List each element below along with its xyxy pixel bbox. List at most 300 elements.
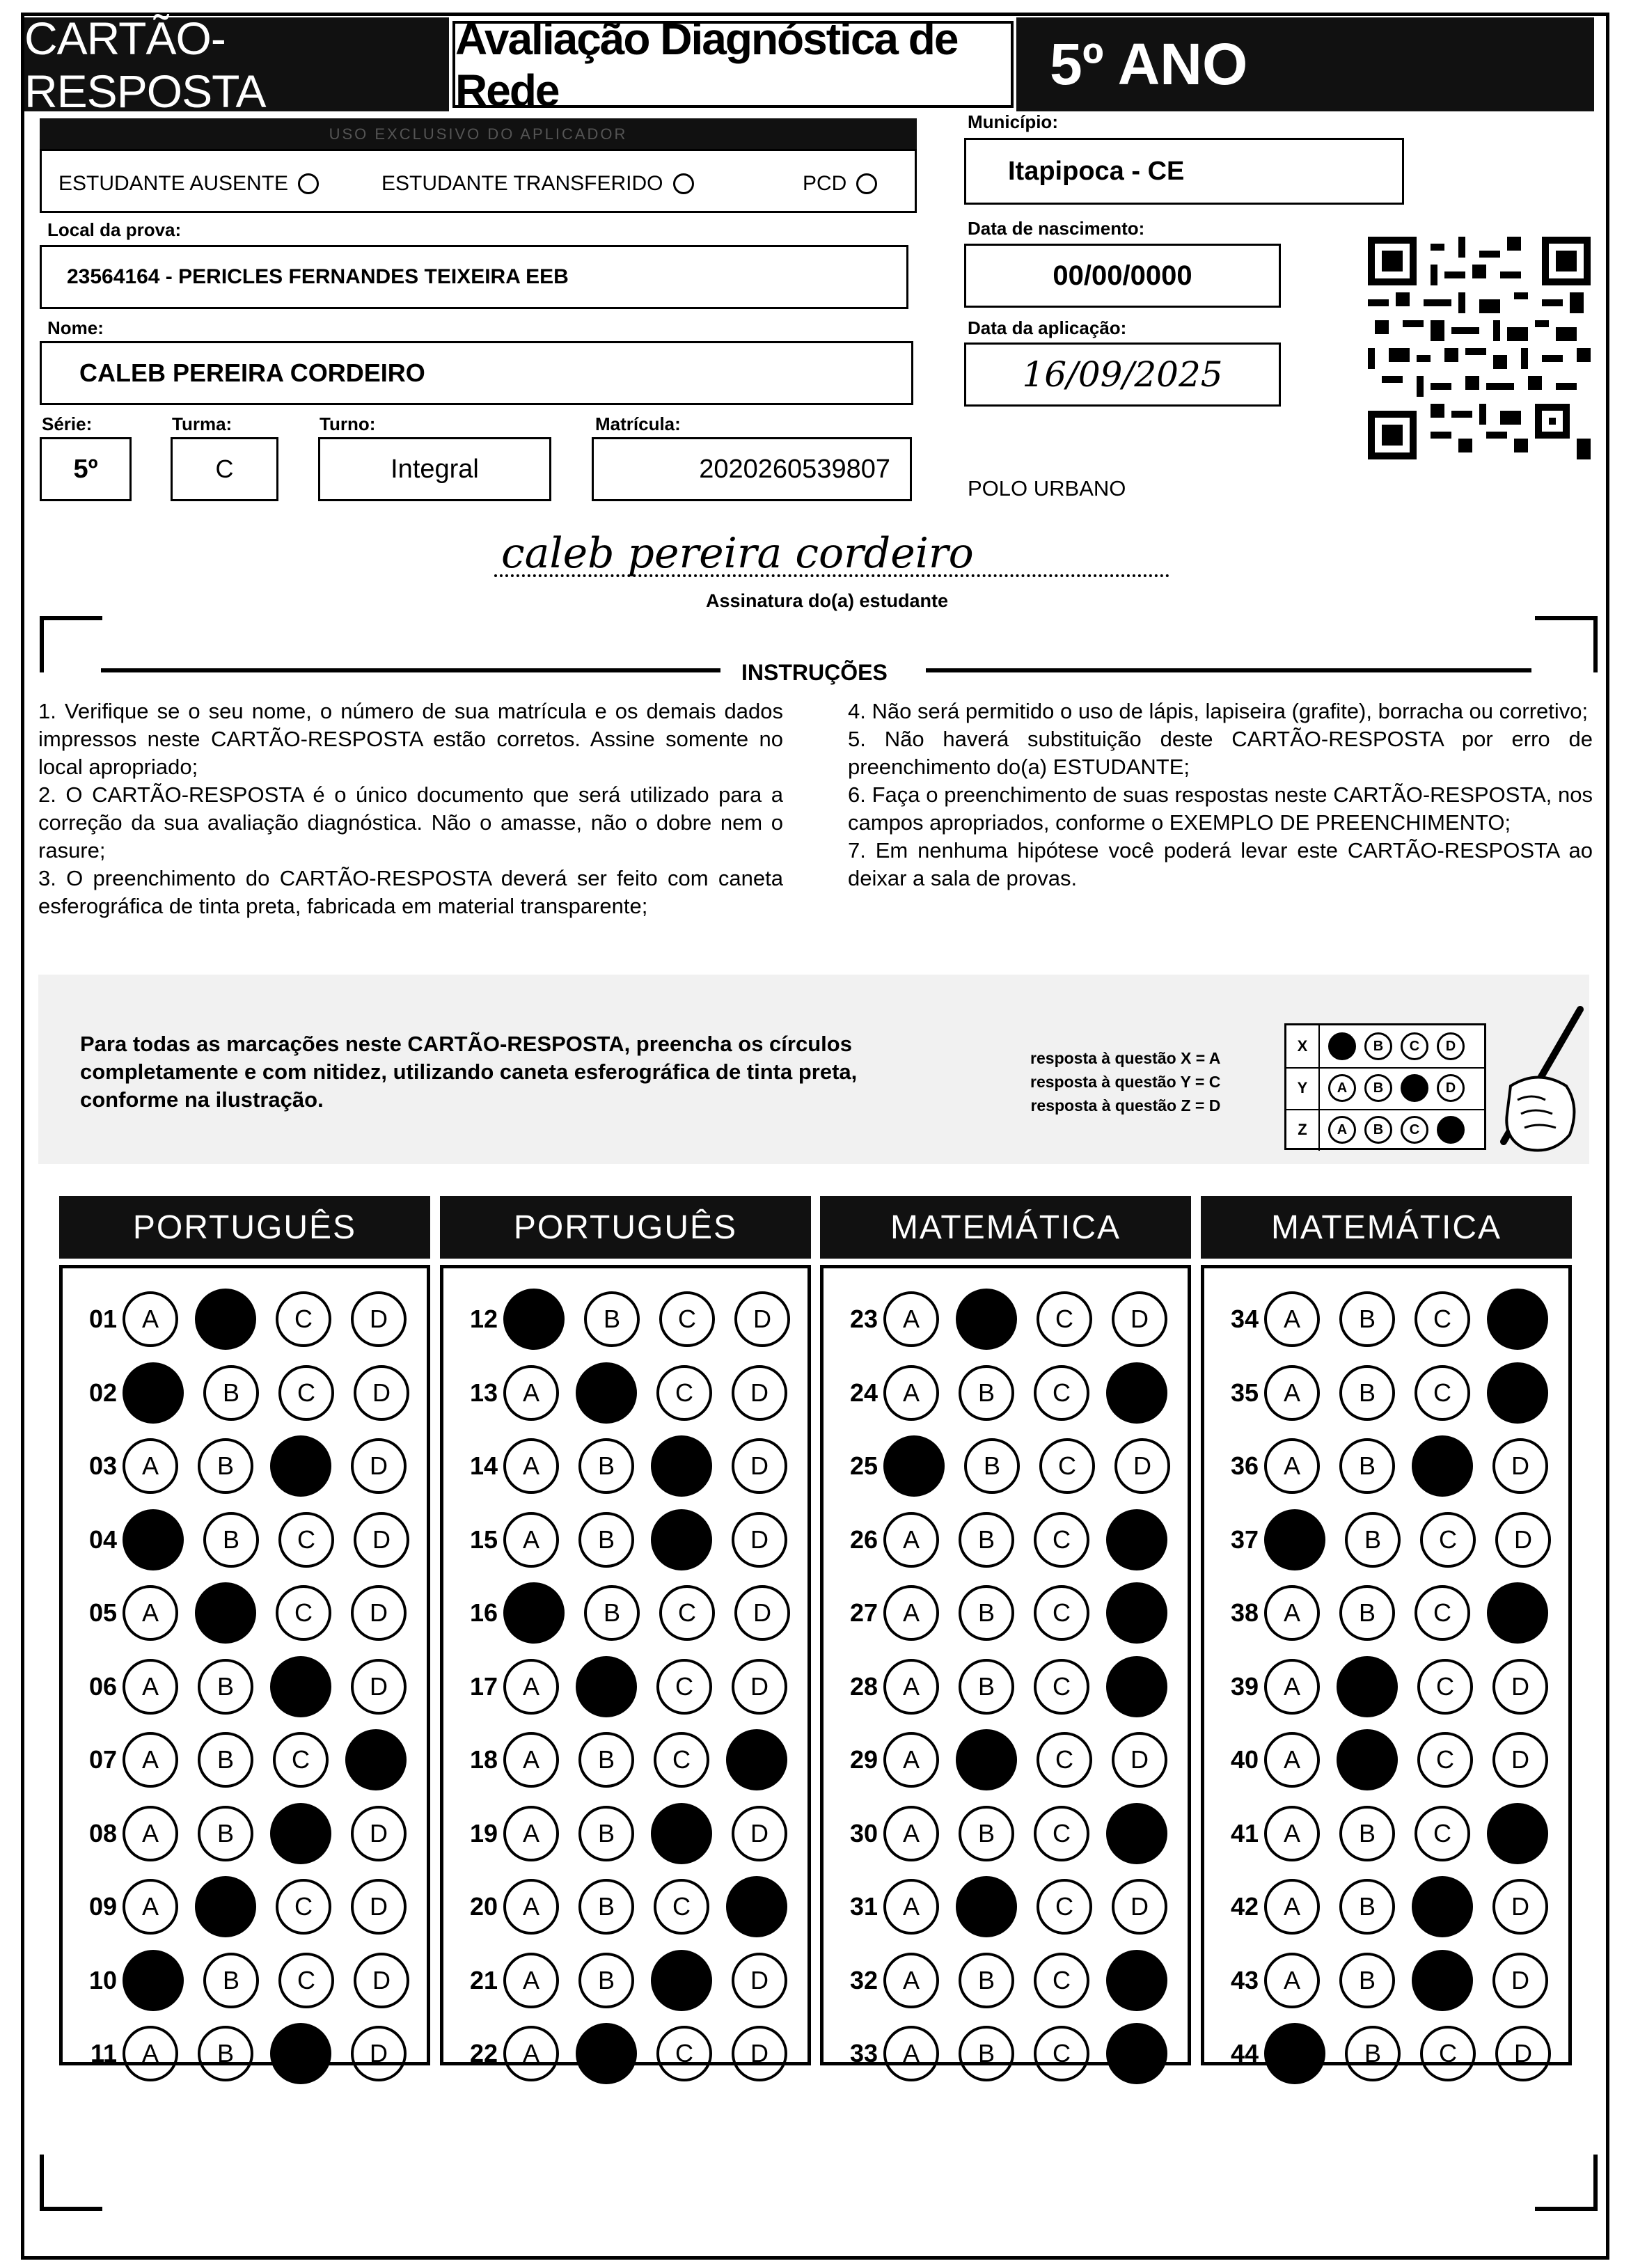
question-row (63, 1870, 427, 1944)
answer-section (820, 1265, 1191, 2068)
answer-bubble-a[interactable]: A (503, 1365, 559, 1421)
question-row (443, 1503, 807, 1577)
question-number: 31 (849, 1892, 878, 1921)
answer-bubble-c[interactable] (270, 1803, 331, 1864)
answer-bubble-c[interactable]: C (1415, 1291, 1470, 1347)
question-row (824, 1944, 1188, 2017)
answer-bubble-b[interactable]: B (203, 1365, 259, 1421)
answer-bubble-d[interactable] (1487, 1582, 1548, 1644)
answer-bubble-d[interactable]: D (732, 2026, 787, 2081)
section-title: PORTUGUÊS (440, 1196, 811, 1259)
instruction-item: 1. Verifique se o seu nome, o número de sua matrícula e os demais dados impressos neste CARTÃO-RESPOSTA estão corretos. Assine somente no local apropriado; (38, 699, 783, 779)
instructions-rule-left (101, 668, 720, 672)
answer-bubble-a[interactable]: A (883, 1879, 939, 1935)
aplicacao-field: 16/09/2025 (964, 342, 1281, 407)
answer-bubble-d[interactable] (345, 1729, 407, 1790)
answer-bubble-b[interactable]: B (198, 2026, 253, 2081)
question-number: 03 (88, 1451, 117, 1480)
instruction-item: 5. Não haverá substituição deste CARTÃO-RESPOSTA por erro de preenchimento do(a) ESTUDANTE; (848, 727, 1593, 779)
example-grid (1284, 1023, 1486, 1150)
example-key (1030, 1046, 1220, 1117)
answer-bubble-c[interactable]: C (276, 1585, 331, 1641)
answer-bubble-d[interactable]: D (1495, 2026, 1551, 2081)
answer-bubble-c[interactable]: C (1039, 1438, 1095, 1494)
answer-bubble-a[interactable]: A (1264, 1806, 1320, 1861)
instruction-item: 2. O CARTÃO-RESPOSTA é o único documento que será utilizado para a correção da sua avaliação diagnóstica. Não o amasse, não o dobre nem o rasure; (38, 782, 783, 863)
answer-bubble-c[interactable]: C (1034, 1953, 1089, 2008)
answer-bubble-a[interactable]: A (123, 1585, 178, 1641)
answer-bubble-b[interactable]: B (578, 1512, 634, 1568)
question-row (63, 1356, 427, 1430)
question-number: 42 (1230, 1892, 1259, 1921)
answer-bubble-a[interactable] (503, 1289, 565, 1350)
question-number: 35 (1230, 1378, 1259, 1407)
answer-bubble-a[interactable]: A (883, 1806, 939, 1861)
question-row (1204, 1650, 1568, 1724)
aplicacao-label: Data da aplicação: (968, 317, 1127, 338)
answer-bubble-b[interactable]: B (959, 1585, 1014, 1641)
answer-bubble-a[interactable]: A (123, 2026, 178, 2081)
answer-bubble-b[interactable]: B (959, 1953, 1014, 2008)
answer-bubble-a[interactable]: A (503, 2026, 559, 2081)
transferred-label: ESTUDANTE TRANSFERIDO (381, 172, 663, 195)
question-row (63, 1429, 427, 1503)
answer-bubble-a[interactable]: A (883, 1512, 939, 1568)
example-question-label: Z (1286, 1109, 1320, 1151)
answer-bubble-a[interactable]: A (883, 1953, 939, 2008)
answer-bubble-b[interactable] (195, 1876, 256, 1937)
answer-bubble-c[interactable]: C (1417, 1732, 1473, 1788)
answer-bubble-c[interactable]: C (659, 1291, 715, 1347)
answer-bubble-c[interactable] (1412, 1876, 1473, 1937)
answer-bubble-c[interactable]: C (1415, 1585, 1470, 1641)
nome-label: Nome: (47, 317, 104, 338)
answer-bubble-b[interactable]: B (203, 1953, 259, 2008)
answer-bubble-a[interactable]: A (503, 1732, 559, 1788)
answer-bubble-d[interactable] (726, 1876, 787, 1937)
pcd-option[interactable] (803, 172, 877, 196)
pen-hand-illustration (1490, 1002, 1587, 1163)
question-row (443, 1650, 807, 1724)
question-row (443, 1870, 807, 1944)
absent-option[interactable] (58, 172, 319, 196)
answer-bubble-d[interactable] (1106, 1582, 1167, 1644)
answer-bubble-d[interactable]: D (732, 1953, 787, 2008)
answer-bubble-b[interactable] (576, 1656, 637, 1717)
answer-bubble-a[interactable]: A (123, 1438, 178, 1494)
answer-bubble-b[interactable]: B (584, 1585, 640, 1641)
answer-bubble-a[interactable]: A (883, 1732, 939, 1788)
answer-bubble-d[interactable]: D (1492, 1659, 1548, 1715)
example-bubble-d: D (1437, 1074, 1465, 1102)
answer-bubble-a[interactable]: A (1264, 1732, 1320, 1788)
signature-label: Assinatura do(a) estudante (706, 590, 949, 611)
answer-bubble-a[interactable]: A (1264, 1585, 1320, 1641)
answer-bubble-c[interactable]: C (1034, 1659, 1089, 1715)
answer-bubble-a[interactable]: A (503, 1953, 559, 2008)
absent-label: ESTUDANTE AUSENTE (58, 172, 289, 195)
answer-bubble-a[interactable]: A (883, 1585, 939, 1641)
answer-bubble-c[interactable] (270, 2023, 331, 2084)
answer-bubble-d[interactable] (726, 1729, 787, 1790)
status-box (40, 149, 917, 213)
question-row (1204, 1429, 1568, 1503)
instructions-right-column (848, 698, 1593, 892)
answer-bubble-b[interactable]: B (1345, 2026, 1401, 2081)
answer-bubble-c[interactable] (651, 1950, 712, 2011)
answer-bubble-b[interactable]: B (198, 1438, 253, 1494)
question-number: 43 (1230, 1965, 1259, 1994)
answer-bubble-c[interactable]: C (1034, 1585, 1089, 1641)
answer-bubble-c[interactable]: C (1415, 1806, 1470, 1861)
answer-bubble-d[interactable]: D (1492, 1953, 1548, 2008)
answer-bubble-d[interactable]: D (732, 1806, 787, 1861)
answer-bubble-d[interactable]: D (732, 1438, 787, 1494)
answer-bubble-a[interactable]: A (503, 1512, 559, 1568)
answer-bubble-d[interactable]: D (351, 1659, 407, 1715)
answer-bubble-b[interactable]: B (1339, 1879, 1395, 1935)
answer-bubble-b[interactable]: B (959, 1806, 1014, 1861)
question-row (443, 1576, 807, 1650)
answer-bubble-a[interactable] (883, 1435, 945, 1497)
answer-bubble-c[interactable]: C (1037, 1291, 1092, 1347)
answer-bubble-b[interactable]: B (1339, 1291, 1395, 1347)
absent-checkbox[interactable] (298, 173, 319, 194)
answer-bubble-b[interactable]: B (578, 1732, 634, 1788)
answer-bubble-c[interactable] (651, 1435, 712, 1497)
question-row (1204, 1870, 1568, 1944)
question-number: 44 (1230, 2039, 1259, 2068)
question-number: 08 (88, 1818, 117, 1848)
answer-bubble-b[interactable]: B (198, 1732, 253, 1788)
nascimento-label: Data de nascimento: (968, 218, 1145, 239)
question-number: 12 (469, 1305, 498, 1333)
answer-bubble-d[interactable]: D (1114, 1438, 1170, 1494)
answer-bubble-a[interactable]: A (1264, 1365, 1320, 1421)
question-number: 11 (90, 2039, 117, 2068)
question-row (824, 1870, 1188, 1944)
matricula-label: Matrícula: (595, 414, 681, 434)
qr-code (1368, 237, 1591, 459)
answer-bubble-b[interactable]: B (1339, 1365, 1395, 1421)
instruction-item: 3. O preenchimento do CARTÃO-RESPOSTA deverá ser feito com caneta esferográfica de tinta preta, fabricada em material transparente; (38, 866, 783, 918)
answer-bubble-c[interactable] (270, 1656, 331, 1717)
example-bubble-a: A (1328, 1074, 1356, 1102)
answer-bubble-b[interactable]: B (584, 1291, 640, 1347)
answer-bubble-d[interactable]: D (1495, 1512, 1551, 1568)
section-title: MATEMÁTICA (1201, 1196, 1572, 1259)
question-row (824, 1429, 1188, 1503)
answer-bubble-c[interactable]: C (656, 1659, 712, 1715)
answer-bubble-c[interactable]: C (1034, 2026, 1089, 2081)
question-number: 32 (849, 1965, 878, 1994)
answer-bubble-c[interactable]: C (1417, 1659, 1473, 1715)
question-number: 41 (1230, 1818, 1259, 1848)
question-number: 17 (469, 1671, 498, 1701)
answer-bubble-c[interactable]: C (278, 1512, 334, 1568)
question-row (63, 1503, 427, 1577)
answer-bubble-b[interactable]: B (198, 1806, 253, 1861)
answer-bubble-a[interactable]: A (503, 1659, 559, 1715)
answer-bubble-c[interactable]: C (278, 1953, 334, 2008)
answer-bubble-d[interactable]: D (354, 1953, 409, 2008)
question-number: 02 (88, 1378, 117, 1407)
answer-bubble-a[interactable]: A (883, 2026, 939, 2081)
answer-bubble-a[interactable]: A (1264, 1953, 1320, 2008)
status-bar-title: USO EXCLUSIVO DO APLICADOR (40, 118, 917, 150)
matricula-field: 2020260539807 (592, 437, 912, 501)
serie-field: 5º (40, 437, 132, 501)
answer-bubble-b[interactable]: B (959, 1365, 1014, 1421)
question-row (443, 1723, 807, 1797)
answer-bubble-d[interactable]: D (354, 1365, 409, 1421)
answer-bubble-d[interactable]: D (351, 1806, 407, 1861)
answer-bubble-d[interactable] (1487, 1803, 1548, 1864)
question-number: 27 (849, 1598, 878, 1627)
answer-bubble-b[interactable]: B (578, 1879, 634, 1935)
answer-bubble-a[interactable] (123, 1509, 184, 1570)
answer-bubble-d[interactable]: D (1492, 1732, 1548, 1788)
answer-bubble-b[interactable]: B (1339, 1806, 1395, 1861)
answer-bubble-c[interactable]: C (1420, 2026, 1476, 2081)
example-row (1286, 1067, 1484, 1110)
answer-bubble-b[interactable]: B (964, 1438, 1020, 1494)
answer-bubble-a[interactable] (123, 1950, 184, 2011)
question-number: 01 (88, 1305, 117, 1333)
answer-bubble-c[interactable] (1412, 1950, 1473, 2011)
question-number: 04 (88, 1525, 117, 1554)
answer-bubble-b[interactable]: B (578, 1438, 634, 1494)
answer-bubble-c[interactable]: C (659, 1585, 715, 1641)
answer-bubble-b[interactable]: B (198, 1659, 253, 1715)
question-row (63, 1576, 427, 1650)
instruction-item: 6. Faça o preenchimento de suas respostas neste CARTÃO-RESPOSTA, nos campos apropriados, conforme o EXEMPLO DE PREENCHIMENTO; (848, 782, 1593, 835)
answer-bubble-d[interactable]: D (1492, 1438, 1548, 1494)
instruction-item: 4. Não será permitido o uso de lápis, lapiseira (grafite), borracha ou corretivo; (848, 699, 1589, 723)
answer-bubble-d[interactable]: D (732, 1365, 787, 1421)
answer-bubble-d[interactable] (1487, 1362, 1548, 1424)
transferred-checkbox[interactable] (673, 173, 694, 194)
answer-bubble-d[interactable] (1106, 1362, 1167, 1424)
pcd-label: PCD (803, 172, 847, 195)
answer-bubble-b[interactable] (1337, 1656, 1398, 1717)
answer-section (1201, 1265, 1572, 2068)
answer-bubble-c[interactable]: C (654, 1879, 709, 1935)
answer-bubble-c[interactable] (1412, 1435, 1473, 1497)
answer-bubble-b[interactable] (1337, 1729, 1398, 1790)
answer-bubble-b[interactable]: B (203, 1512, 259, 1568)
answer-bubble-b[interactable] (576, 2023, 637, 2084)
question-number: 13 (469, 1378, 498, 1407)
answer-bubble-d[interactable] (1106, 2023, 1167, 2084)
answer-bubble-d[interactable] (1106, 1656, 1167, 1717)
answer-bubble-d[interactable]: D (1112, 1732, 1167, 1788)
instructions-title: INSTRUÇÕES (741, 660, 888, 685)
signature-line (494, 574, 1169, 577)
question-number: 25 (849, 1451, 878, 1480)
question-number: 21 (469, 1965, 498, 1994)
question-row (824, 1282, 1188, 1356)
answer-bubble-a[interactable]: A (123, 1659, 178, 1715)
answer-bubble-d[interactable]: D (1492, 1879, 1548, 1935)
exam-title: Avaliação Diagnóstica de Rede (452, 21, 1014, 108)
answer-bubble-d[interactable] (1106, 1803, 1167, 1864)
answer-bubble-a[interactable]: A (123, 1732, 178, 1788)
answer-bubble-b[interactable]: B (959, 2026, 1014, 2081)
answer-bubble-b[interactable]: B (1339, 1438, 1395, 1494)
example-bubble-b: B (1364, 1032, 1392, 1060)
answer-bubble-d[interactable]: D (351, 1438, 407, 1494)
answer-bubble-c[interactable]: C (1034, 1512, 1089, 1568)
answer-bubble-d[interactable] (1106, 1950, 1167, 2011)
question-number: 36 (1230, 1451, 1259, 1480)
answer-bubble-c[interactable] (270, 1435, 331, 1497)
example-question-label: Y (1286, 1067, 1320, 1109)
answer-bubble-d[interactable]: D (732, 1512, 787, 1568)
card-title: CARTÃO-RESPOSTA (24, 17, 449, 111)
answer-bubble-a[interactable]: A (123, 1291, 178, 1347)
answer-bubble-c[interactable]: C (1415, 1365, 1470, 1421)
question-row (63, 2017, 427, 2090)
answer-bubble-b[interactable]: B (1345, 1512, 1401, 1568)
question-number: 26 (849, 1525, 878, 1554)
answer-bubble-b[interactable]: B (578, 1806, 634, 1861)
answer-bubble-a[interactable]: A (883, 1659, 939, 1715)
answer-bubble-b[interactable]: B (1339, 1953, 1395, 2008)
answer-bubble-d[interactable] (1106, 1509, 1167, 1570)
answer-bubble-a[interactable]: A (503, 1438, 559, 1494)
question-number: 40 (1230, 1745, 1259, 1774)
answer-bubble-b[interactable] (956, 1289, 1017, 1350)
answer-bubble-c[interactable]: C (1037, 1732, 1092, 1788)
example-bubble-d: D (1437, 1032, 1465, 1060)
answer-bubble-c[interactable]: C (654, 1732, 709, 1788)
answer-bubble-c[interactable]: C (276, 1291, 331, 1347)
answer-bubble-a[interactable]: A (883, 1291, 939, 1347)
question-number: 39 (1230, 1671, 1259, 1701)
municipio-label: Município: (968, 111, 1058, 132)
signature-handwriting: caleb pereira cordeiro (501, 529, 974, 578)
turno-field: Integral (318, 437, 551, 501)
answer-bubble-a[interactable]: A (503, 1806, 559, 1861)
answer-bubble-d[interactable]: D (734, 1585, 790, 1641)
answer-bubble-d[interactable]: D (734, 1291, 790, 1347)
answer-bubble-c[interactable]: C (1034, 1806, 1089, 1861)
answer-bubble-c[interactable]: C (1420, 1512, 1476, 1568)
transferred-option[interactable] (381, 172, 694, 196)
answer-bubble-a[interactable] (1264, 1509, 1325, 1570)
answer-bubble-b[interactable]: B (959, 1512, 1014, 1568)
answer-bubble-c[interactable]: C (1037, 1879, 1092, 1935)
question-number: 09 (88, 1892, 117, 1921)
answer-bubble-a[interactable]: A (1264, 1438, 1320, 1494)
answer-bubble-c[interactable]: C (1034, 1365, 1089, 1421)
corner-mark-bottom-right (1535, 2155, 1598, 2211)
answer-bubble-a[interactable]: A (503, 1879, 559, 1935)
question-number: 30 (849, 1818, 878, 1848)
answer-bubble-a[interactable]: A (883, 1365, 939, 1421)
answer-bubble-d[interactable]: D (351, 2026, 407, 2081)
answer-bubble-d[interactable]: D (354, 1512, 409, 1568)
municipio-field: Itapipoca - CE (964, 138, 1404, 205)
question-row (1204, 1576, 1568, 1650)
answer-bubble-b[interactable] (576, 1362, 637, 1424)
answer-bubble-a[interactable]: A (123, 1879, 178, 1935)
answer-bubble-c[interactable] (651, 1509, 712, 1570)
answer-bubble-c[interactable]: C (276, 1879, 331, 1935)
answer-bubble-d[interactable]: D (732, 1659, 787, 1715)
question-row (63, 1282, 427, 1356)
question-row (443, 1429, 807, 1503)
answer-bubble-d[interactable]: D (351, 1585, 407, 1641)
question-number: 37 (1230, 1525, 1259, 1554)
question-row (1204, 1797, 1568, 1871)
answer-bubble-c[interactable] (651, 1803, 712, 1864)
question-number: 23 (849, 1305, 878, 1333)
answer-bubble-c[interactable]: C (656, 1365, 712, 1421)
question-row (63, 1944, 427, 2017)
question-row (824, 1576, 1188, 1650)
instructions-left-column (38, 698, 783, 920)
question-number: 38 (1230, 1598, 1259, 1627)
answer-bubble-b[interactable] (956, 1729, 1017, 1790)
question-number: 22 (469, 2039, 498, 2068)
answer-bubble-b[interactable] (195, 1289, 256, 1350)
example-question-label: X (1286, 1025, 1320, 1067)
answer-bubble-c[interactable]: C (278, 1365, 334, 1421)
answer-bubble-b[interactable]: B (578, 1953, 634, 2008)
answer-bubble-b[interactable]: B (1339, 1585, 1395, 1641)
answer-bubble-b[interactable]: B (959, 1659, 1014, 1715)
answer-bubble-a[interactable]: A (1264, 1291, 1320, 1347)
nascimento-field: 00/00/0000 (964, 244, 1281, 308)
answer-bubble-d[interactable]: D (1112, 1291, 1167, 1347)
answer-bubble-a[interactable] (123, 1362, 184, 1424)
answer-bubble-d[interactable] (1487, 1289, 1548, 1350)
pcd-checkbox[interactable] (856, 173, 877, 194)
answer-bubble-a[interactable]: A (1264, 1659, 1320, 1715)
polo-label: POLO URBANO (968, 476, 1126, 501)
answer-bubble-c[interactable]: C (273, 1732, 329, 1788)
question-row (824, 1356, 1188, 1430)
grade-title: 5º ANO (1016, 17, 1594, 111)
answer-bubble-c[interactable]: C (656, 2026, 712, 2081)
example-row (1286, 1109, 1484, 1151)
example-text: Para todas as marcações neste CARTÃO-RESPOSTA, preencha os círculos completamente e com nitidez, utilizando caneta esferográfica de tinta preta, conforme na ilustração. (80, 1032, 858, 1112)
answer-section (59, 1265, 430, 2068)
question-number: 20 (469, 1892, 498, 1921)
turma-label: Turma: (172, 414, 233, 434)
answer-bubble-a[interactable]: A (1264, 1879, 1320, 1935)
question-row (443, 2017, 807, 2090)
answer-bubble-b[interactable] (195, 1582, 256, 1644)
example-bubble-a (1328, 1032, 1356, 1060)
question-number: 07 (88, 1745, 117, 1774)
question-number: 15 (469, 1525, 498, 1554)
answer-bubble-d[interactable]: D (351, 1291, 407, 1347)
question-row (824, 1797, 1188, 1871)
answer-bubble-d[interactable]: D (1112, 1879, 1167, 1935)
answer-bubble-d[interactable]: D (351, 1879, 407, 1935)
answer-bubble-a[interactable]: A (123, 1806, 178, 1861)
answer-bubble-b[interactable] (956, 1876, 1017, 1937)
question-row (1204, 2017, 1568, 2090)
answer-bubble-a[interactable] (1264, 2023, 1325, 2084)
question-row (63, 1650, 427, 1724)
question-row (1204, 1282, 1568, 1356)
question-row (1204, 1503, 1568, 1577)
answer-bubble-a[interactable] (503, 1582, 565, 1644)
